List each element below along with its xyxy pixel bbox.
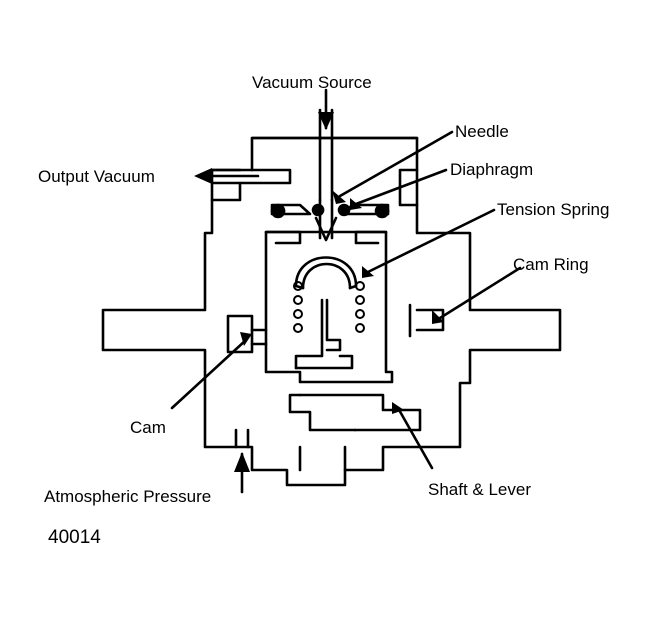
leader-needle [340, 132, 452, 196]
diaphragm-bead-center-right [339, 205, 349, 215]
cam-face [252, 330, 266, 344]
label-vacuum-source: Vacuum Source [252, 73, 372, 92]
plunger-foot [296, 356, 352, 368]
leader-needle-arrowhead [332, 190, 346, 204]
diaphragm-dome [296, 258, 356, 287]
output-vacuum-arrowhead [194, 168, 212, 184]
diaphragm-bead-right [376, 205, 388, 217]
leader-shaft-lever-arrowhead [392, 402, 404, 414]
lower-boss [300, 447, 345, 470]
center-plunger [296, 300, 340, 368]
label-tension-spring: Tension Spring [497, 200, 610, 219]
spring-can-outline [266, 232, 392, 382]
lever-arm [290, 395, 355, 430]
figure-id-number: 40014 [48, 527, 101, 548]
atmospheric-arrowhead [234, 452, 250, 472]
leader-spring-arrowhead [362, 266, 374, 278]
tension-spring-coils [294, 282, 364, 332]
spring-can-top-left [266, 232, 300, 243]
label-needle: Needle [455, 122, 509, 141]
upper-chamber-wall-left [212, 170, 290, 200]
label-output-vacuum: Output Vacuum [38, 167, 155, 186]
spring-can-top-right [356, 232, 386, 243]
leader-shaft-lever [398, 408, 432, 468]
diaphragm-dome-inner [303, 264, 350, 288]
diaphragm-bead-left [272, 205, 284, 217]
label-diaphragm: Diaphragm [450, 160, 534, 179]
atmospheric-vent-slot [236, 430, 248, 447]
label-atmospheric-pressure: Atmospheric Pressure [44, 487, 212, 506]
dome-base [296, 286, 356, 288]
label-shaft-and-lever: Shaft & Lever [428, 480, 532, 499]
label-cam: Cam [130, 418, 166, 437]
diaphragm-bead-center-left [313, 205, 323, 215]
label-cam-ring: Cam Ring [513, 255, 589, 274]
